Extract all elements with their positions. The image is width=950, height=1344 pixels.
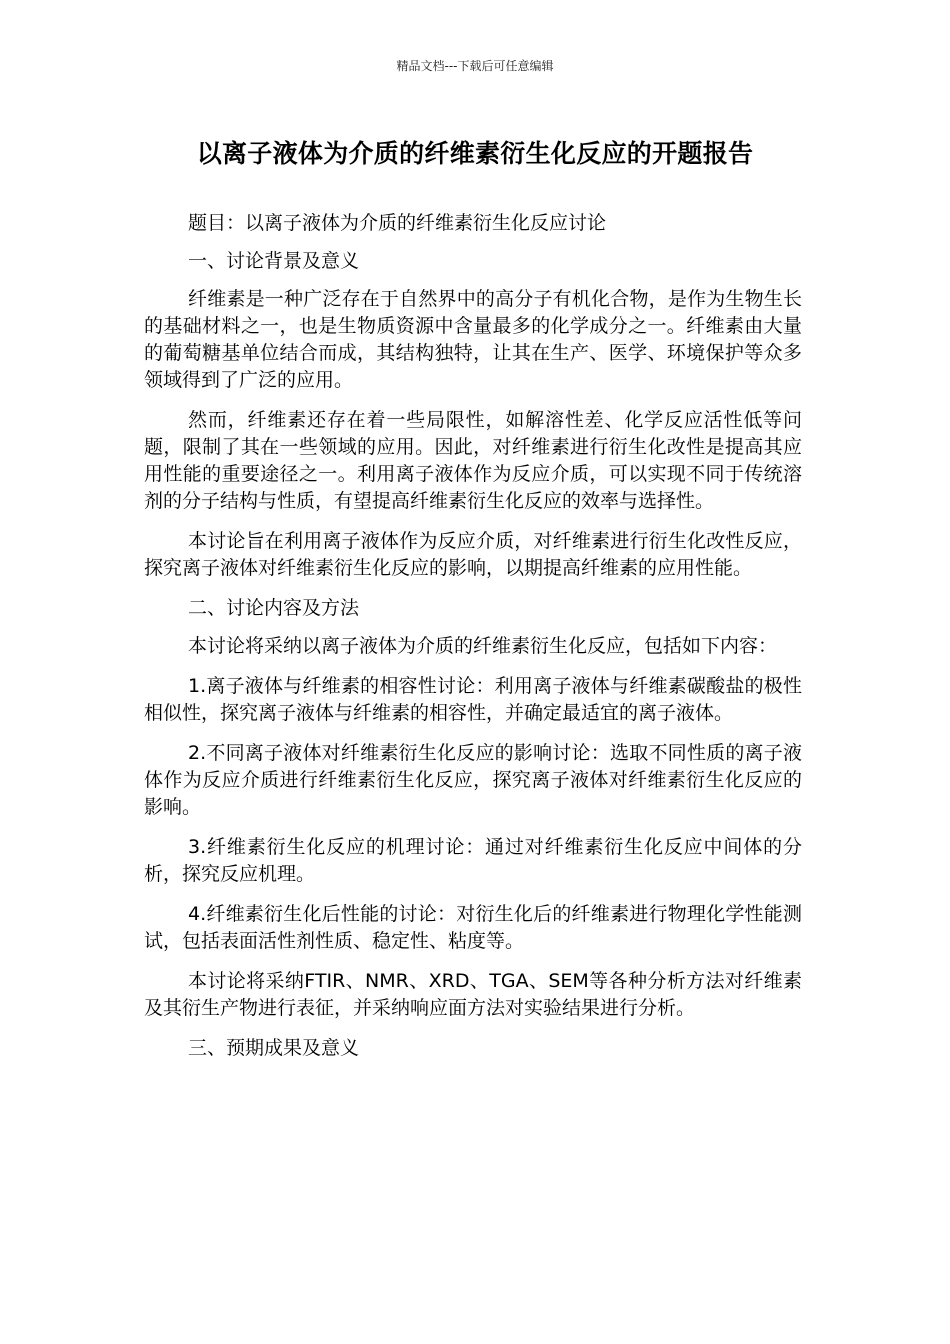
paragraph-content-intro: 本讨论将采纳以离子液体为介质的纤维素衍生化反应，包括如下内容： — [188, 635, 778, 657]
section-heading-content: 二、讨论内容及方法 — [188, 597, 360, 619]
document-title: 以离子液体为介质的纤维素衍生化反应的开题报告 — [196, 139, 754, 168]
list-item-1: 1.离子液体与纤维素的相容性讨论：利用离子液体与纤维素碳酸盐的极性相似性，探究离子液体与纤维素的相容性，并确定最适宜的离子液体。 — [144, 675, 802, 724]
section-heading-outcomes: 三、预期成果及意义 — [188, 1037, 360, 1059]
paragraph-methods: 本讨论将采纳FTIR、NMR、XRD、TGA、SEM等各种分析方法对纤维素及其衍生产物进行表征，并采纳响应面方法对实验结果进行分析。 — [144, 970, 802, 1019]
section-heading-background: 一、讨论背景及意义 — [188, 250, 360, 272]
list-item-2: 2.不同离子液体对纤维素衍生化反应的影响讨论：选取不同性质的离子液体作为反应介质进行纤维素衍生化反应，探究离子液体对纤维素衍生化反应的影响。 — [144, 742, 802, 818]
topic-line: 题目：以离子液体为介质的纤维素衍生化反应讨论 — [188, 212, 607, 234]
paragraph-background-2: 然而，纤维素还存在着一些局限性，如解溶性差、化学反应活性低等问题，限制了其在一些领域的应用。因此，对纤维素进行衍生化改性是提高其应用性能的重要途径之一。利用离子液体作为反应介质，可以实现不同于传统溶剂的分子结构与性质，有望提高纤维素衍生化反应的效率与选择性。 — [144, 409, 802, 512]
document-body — [144, 210, 802, 1073]
header-note: 精品文档---下载后可任意编辑 — [396, 59, 554, 73]
list-item-4: 4.纤维素衍生化后性能的讨论：对衍生化后的纤维素进行物理化学性能测试，包括表面活性剂性质、稳定性、粘度等。 — [144, 903, 802, 952]
list-item-3: 3.纤维素衍生化反应的机理讨论：通过对纤维素衍生化反应中间体的分析，探究反应机理。 — [144, 836, 802, 885]
paragraph-background-1: 纤维素是一种广泛存在于自然界中的高分子有机化合物，是作为生物生长的基础材料之一，也是生物质资源中含量最多的化学成分之一。纤维素由大量的葡萄糖基单位结合而成，其结构独特，让其在生产、医学、环境保护等众多领域得到了广泛的应用。 — [144, 288, 802, 391]
paragraph-background-3: 本讨论旨在利用离子液体作为反应介质，对纤维素进行衍生化改性反应，探究离子液体对纤维素衍生化反应的影响，以期提高纤维素的应用性能。 — [144, 530, 802, 579]
